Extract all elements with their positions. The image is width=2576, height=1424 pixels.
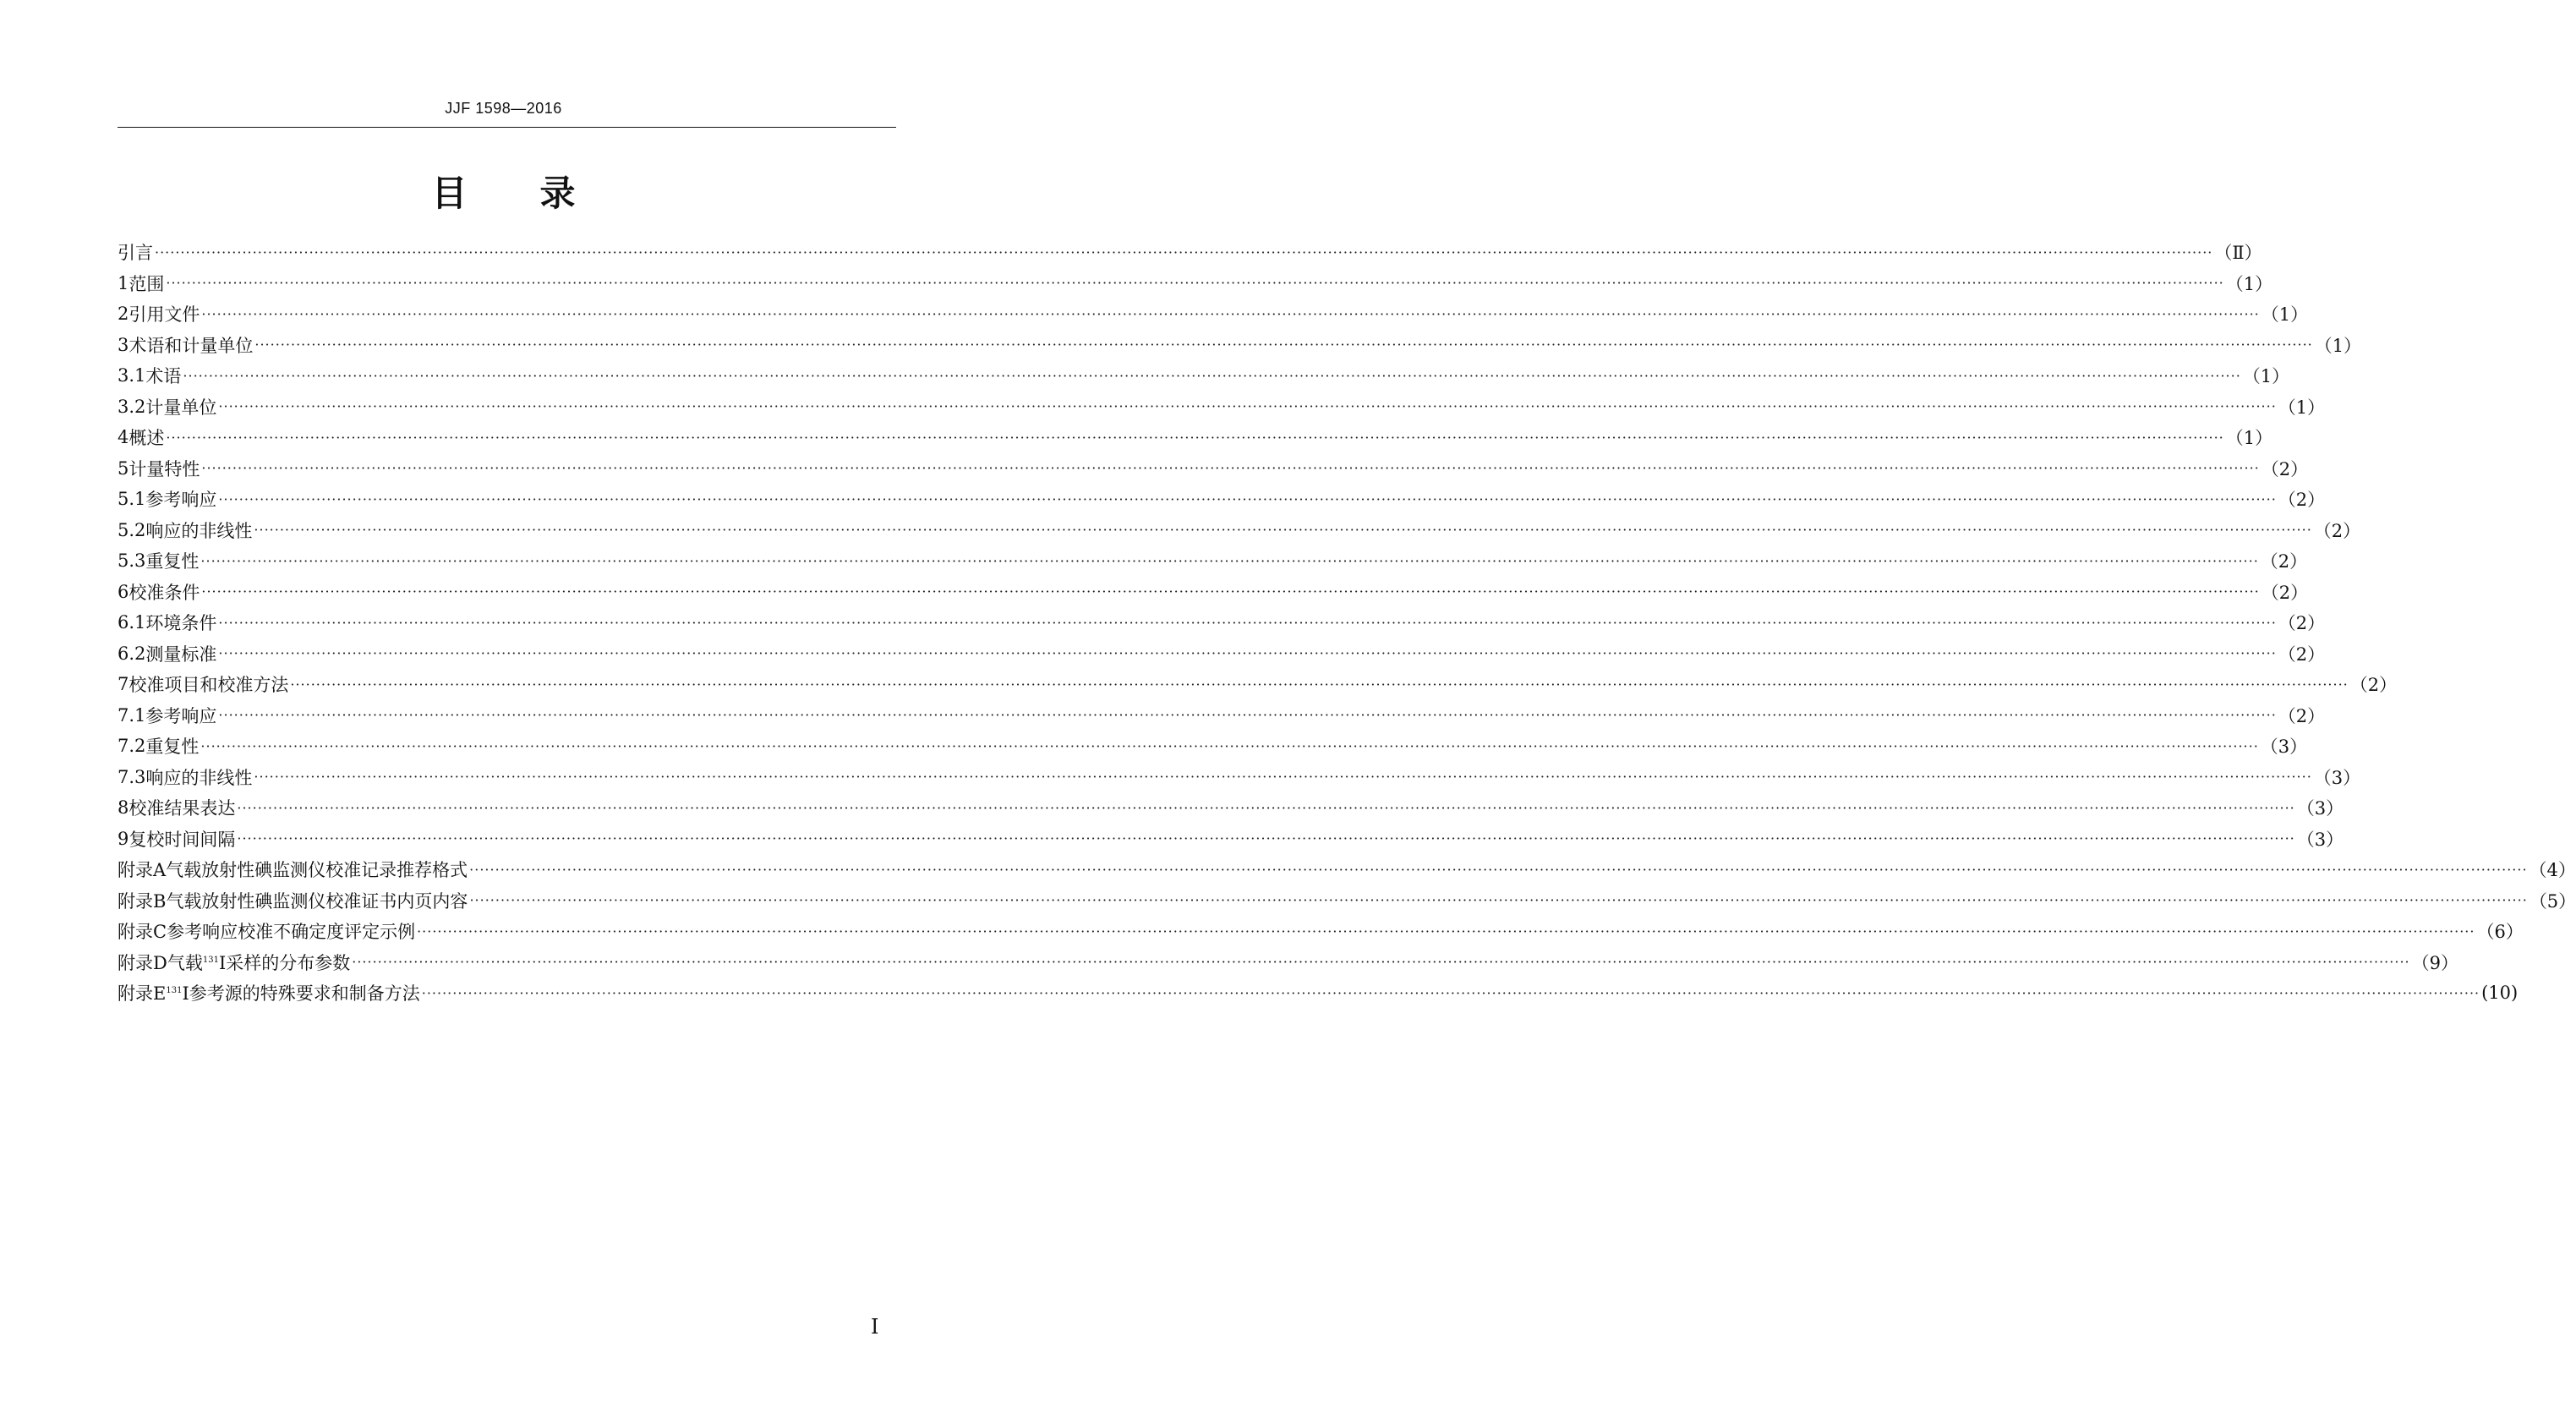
- toc-entry-page: （6）: [2476, 922, 2524, 943]
- toc-entry[interactable]: [118, 978, 2519, 1009]
- toc-entry[interactable]: [118, 545, 2308, 577]
- toc-entry-label: 测量标准: [145, 644, 217, 665]
- toc-entry-label: 参考响应: [145, 490, 217, 511]
- toc-entry-number: 4: [118, 427, 129, 448]
- toc-entry-number: 附录B: [118, 890, 167, 912]
- leader-dots: ················································································································································································································································································································································································································: [352, 954, 2410, 971]
- leader-dots: ················································································································································································································································································································································································································: [421, 984, 2480, 1001]
- toc-entry[interactable]: [118, 731, 2308, 762]
- toc-entry-number: 6.2: [118, 643, 146, 664]
- toc-entry-label: 响应的非线性: [145, 520, 253, 541]
- toc-entry[interactable]: [118, 330, 2362, 361]
- toc-entry-label-suffix: I参考源的特殊要求和制备方法: [182, 983, 420, 1005]
- toc-entry-label: 参考响应校准不确定度评定示例: [167, 922, 416, 943]
- toc-entry-label: 重复性: [145, 737, 200, 758]
- title-char-1: 目: [431, 173, 468, 214]
- toc-entry-page: （1）: [2225, 428, 2273, 449]
- toc-entry-page: （5）: [2529, 890, 2576, 912]
- isotope-mass-number: 131: [202, 955, 219, 965]
- leader-dots: ················································································································································································································································································································································································································: [254, 337, 2313, 353]
- leader-dots: ················································································································································································································································································································································································································: [218, 614, 2277, 631]
- toc-entry[interactable]: [118, 515, 2361, 546]
- toc-entry-label: [167, 950, 350, 975]
- toc-entry[interactable]: [118, 824, 2344, 855]
- header-rule: [118, 127, 896, 128]
- leader-dots: ················································································································································································································································································································································································································: [183, 367, 2241, 384]
- toc-entry-number: 附录E: [118, 983, 167, 1005]
- toc-entry[interactable]: [118, 854, 2576, 885]
- toc-entry[interactable]: [118, 360, 2290, 392]
- toc-entry[interactable]: [118, 700, 2326, 731]
- toc-entry-number: 附录D: [118, 952, 167, 973]
- leader-dots: ················································································································································································································································································································································································································: [200, 552, 2259, 569]
- toc-entry-label: 复校时间间隔: [129, 829, 236, 850]
- toc-entry-label: 重复性: [145, 551, 200, 572]
- leader-dots: ················································································································································································································································································································································································································: [200, 737, 2259, 754]
- toc-entry-number: 9: [118, 828, 129, 849]
- toc-entry-label: 概述: [129, 428, 165, 449]
- toc-entry-label: 计量单位: [145, 397, 217, 418]
- leader-dots: ················································································································································································································································································································································································································: [290, 676, 2349, 693]
- toc-entry-label: 校准条件: [129, 582, 200, 603]
- toc-entry-number: 5: [118, 457, 129, 479]
- toc-entry[interactable]: [118, 298, 2309, 330]
- table-of-contents: [118, 237, 2576, 1009]
- toc-entry-page: （2）: [2313, 520, 2361, 541]
- toc-entry[interactable]: [118, 268, 2273, 299]
- toc-entry-number: 3.2: [118, 396, 146, 417]
- toc-entry-number: 7.3: [118, 766, 146, 787]
- toc-entry-label: 响应的非线性: [145, 767, 253, 788]
- toc-entry-label: 环境条件: [145, 613, 217, 634]
- leader-dots: ················································································································································································································································································································································································································: [254, 522, 2312, 539]
- leader-dots: ················································································································································································································································································································································································································: [218, 398, 2277, 415]
- toc-entry-page: (10): [2481, 983, 2519, 1004]
- toc-entry-page: （1）: [2225, 273, 2273, 294]
- toc-entry-number: 6: [118, 581, 129, 602]
- toc-entry-page: （2）: [2278, 490, 2326, 511]
- toc-entry[interactable]: [118, 484, 2326, 515]
- leader-dots: ················································································································································································································································································································································································································: [417, 923, 2475, 939]
- toc-entry-label: [166, 980, 419, 1005]
- toc-entry-page: （2）: [2278, 705, 2326, 726]
- toc-entry[interactable]: [118, 792, 2344, 824]
- toc-entry-label-prefix: 气载: [167, 952, 203, 973]
- leader-dots: ················································································································································································································································································································································································································: [237, 830, 2295, 847]
- toc-entry-label: 气载放射性碘监测仪校准证书内页内容: [166, 890, 468, 912]
- toc-entry-number: 附录C: [118, 922, 167, 943]
- toc-entry-label: 引用文件: [129, 304, 200, 326]
- toc-entry-page: （3）: [2296, 798, 2344, 819]
- toc-entry-number: 1: [118, 272, 129, 293]
- toc-entry-number: 3.1: [118, 365, 146, 386]
- toc-entry[interactable]: [118, 638, 2326, 670]
- toc-entry-page: （1）: [2242, 366, 2290, 387]
- toc-entry-label: 术语和计量单位: [129, 335, 254, 356]
- toc-entry[interactable]: [118, 885, 2576, 917]
- toc-entry-number: 3: [118, 334, 129, 355]
- toc-entry-label: 校准项目和校准方法: [129, 675, 289, 696]
- toc-entry-page: （2）: [2261, 582, 2309, 603]
- toc-entry-number: 5.2: [118, 519, 146, 540]
- leader-dots: ················································································································································································································································································································································································································: [201, 305, 2260, 322]
- leader-dots: ················································································································································································································································································································································································································: [218, 707, 2277, 724]
- leader-dots: ················································································································································································································································································································································································································: [155, 244, 2213, 260]
- toc-entry[interactable]: [118, 607, 2326, 638]
- page-number: I: [871, 1315, 879, 1339]
- toc-entry-label: 参考响应: [145, 705, 217, 726]
- toc-entry-number: 6.1: [118, 612, 146, 633]
- leader-dots: ················································································································································································································································································································································································································: [237, 799, 2295, 816]
- toc-entry-page: （Ⅱ）: [2214, 243, 2262, 264]
- toc-entry-page: （1）: [2314, 335, 2362, 356]
- toc-entry-label: 术语: [145, 366, 182, 387]
- toc-entry-page: （4）: [2529, 860, 2576, 881]
- toc-entry-label: 校准结果表达: [129, 798, 236, 819]
- toc-entry-label: 计量特性: [129, 458, 200, 479]
- leader-dots: ················································································································································································································································································································································································································: [201, 460, 2260, 477]
- toc-entry[interactable]: [118, 916, 2524, 947]
- toc-entry-page: （1）: [2261, 304, 2309, 326]
- toc-entry-page: （3）: [2296, 829, 2344, 850]
- leader-dots: ················································································································································································································································································································································································································: [218, 490, 2277, 507]
- toc-entry[interactable]: [118, 237, 2262, 268]
- toc-entry-number: 5.1: [118, 489, 146, 510]
- toc-entry-label: 范围: [129, 273, 165, 294]
- leader-dots: ················································································································································································································································································································································································································: [218, 645, 2277, 662]
- toc-entry-number: 8: [118, 797, 129, 819]
- leader-dots: ················································································································································································································································································································································································································: [469, 892, 2528, 909]
- toc-entry[interactable]: [118, 392, 2326, 423]
- toc-entry[interactable]: [118, 947, 2458, 978]
- toc-entry[interactable]: [118, 577, 2309, 608]
- toc-entry-label: 气载放射性碘监测仪校准记录推荐格式: [166, 860, 468, 881]
- leader-dots: ················································································································································································································································································································································································································: [166, 429, 2224, 446]
- toc-entry-number: 7: [118, 674, 129, 695]
- toc-entry-number: 7.2: [118, 736, 146, 757]
- leader-dots: ················································································································································································································································································································································································································: [201, 583, 2260, 600]
- toc-entry-number: 引言: [118, 243, 153, 264]
- leader-dots: ················································································································································································································································································································································································································: [254, 769, 2312, 786]
- toc-entry-number: 7.1: [118, 704, 146, 726]
- toc-entry-label-suffix: I采样的分布参数: [218, 952, 351, 973]
- page-title: [0, 166, 1007, 216]
- toc-entry-page: （1）: [2278, 397, 2326, 418]
- document-code: JJF 1598—2016: [445, 100, 562, 117]
- toc-entry-page: （2）: [2278, 613, 2326, 634]
- toc-entry-page: （2）: [2278, 644, 2326, 665]
- isotope-mass-number: 131: [166, 986, 183, 996]
- title-char-2: 录: [539, 173, 576, 214]
- toc-entry-page: （3）: [2260, 737, 2308, 758]
- toc-entry-page: （9）: [2411, 952, 2458, 973]
- leader-dots: ················································································································································································································································································································································································································: [166, 275, 2224, 292]
- leader-dots: ················································································································································································································································································································································································································: [469, 861, 2528, 878]
- toc-entry-page: （2）: [2260, 551, 2308, 572]
- toc-entry-page: （3）: [2313, 767, 2361, 788]
- toc-entry-number: 5.3: [118, 550, 146, 572]
- toc-entry[interactable]: [118, 669, 2398, 700]
- toc-entry-page: （2）: [2261, 458, 2309, 479]
- toc-entry[interactable]: [118, 453, 2309, 485]
- toc-entry-number: 附录A: [118, 860, 167, 881]
- toc-entry[interactable]: [118, 422, 2273, 453]
- toc-entry-number: 2: [118, 304, 129, 325]
- toc-entry-page: （2）: [2349, 675, 2398, 696]
- toc-entry[interactable]: [118, 762, 2361, 793]
